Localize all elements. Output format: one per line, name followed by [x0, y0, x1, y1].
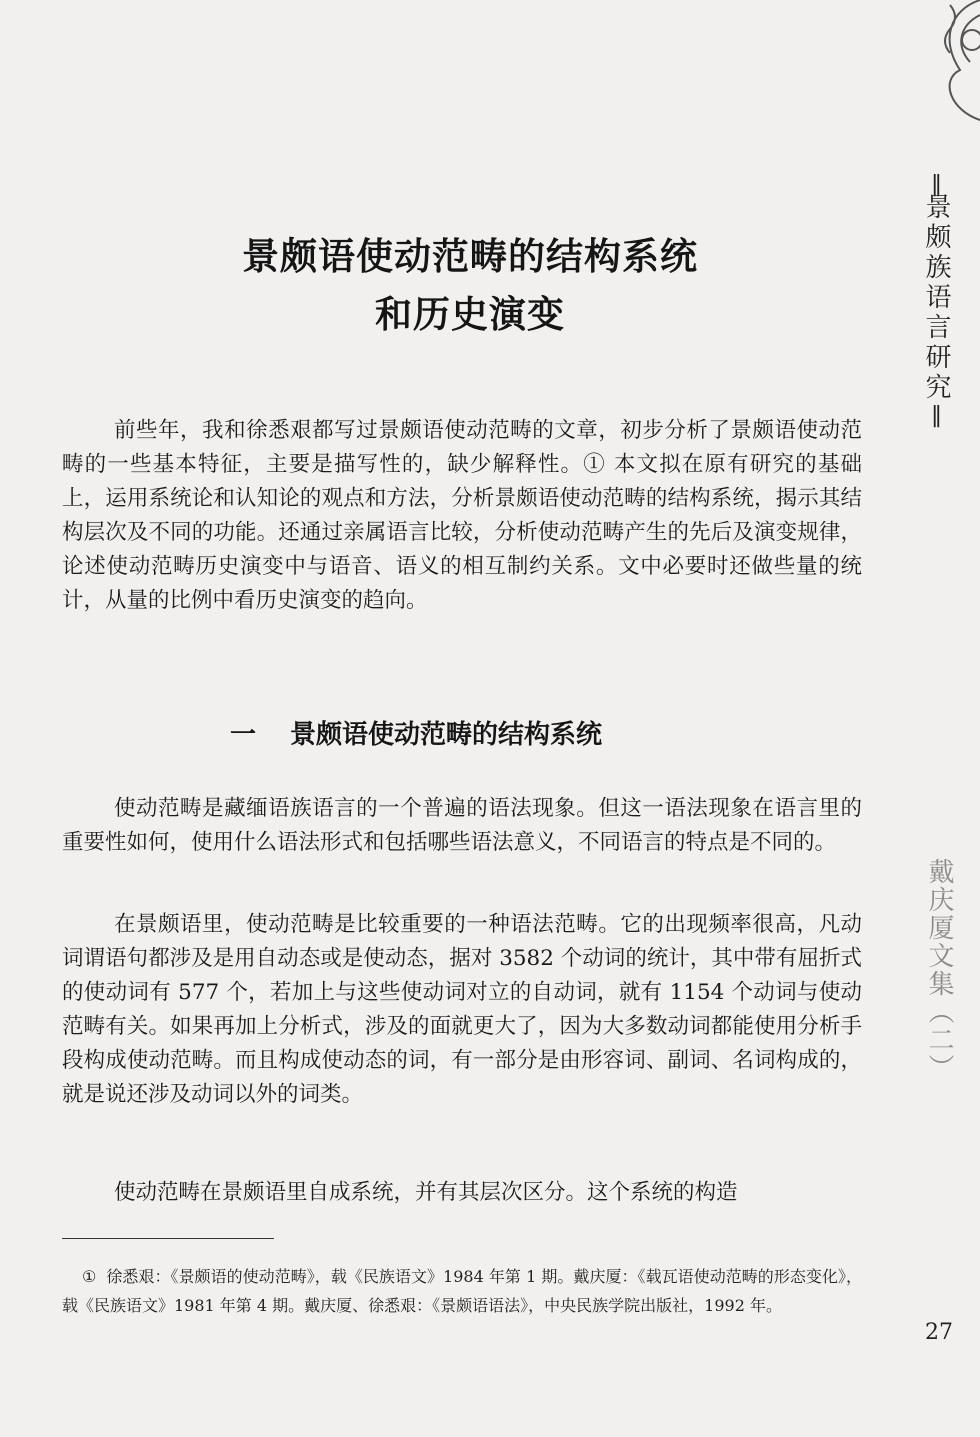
section-number: 一: [230, 720, 257, 750]
ornament-corner-icon: [880, 0, 980, 140]
body-paragraph-2: 在景颇语里，使动范畴是比较重要的一种语法范畴。它的出现频率很高，凡动词谓语句都涉及是用自动态或是使动态，据对 3582 个动词的统计，其中带有屈折式的使动词有 577 个，若加上与这些使动词对立的自动词，就有 1154 个动词与使动范畴有关。如果再加上分析式，涉及的面就更大了，因为大多数动词都能使用分析手段构成使动范畴。而且构成使动态的词，有一部分是由形容词、副词、名词构成的，就是说还涉及动词以外的词类。: [62, 912, 862, 1107]
side-bar-top: ‖: [924, 172, 949, 193]
section-heading: [230, 714, 602, 751]
footnote-text: 徐悉艰：《景颇语的使动范畴》，载《民族语文》1984 年第 1 期。戴庆厦：《载瓦语使动范畴的形态变化》，载《民族语文》1981 年第 4 期。戴庆厦、徐悉艰：《景颇语语法》，中央民族学院出版社，1992 年。: [62, 1267, 862, 1315]
series-side-label: [915, 172, 955, 424]
collection-side-label: 戴庆厦文集（二）: [924, 858, 954, 1082]
page-title-line-2: 和历史演变: [375, 293, 565, 336]
footnote-mark: ①: [82, 1267, 97, 1286]
body-paragraph-3: 使动范畴在景颇语里自成系统，并有其层次区分。这个系统的构造: [114, 1180, 738, 1205]
body-paragraph-1: 使动范畴是藏缅语族语言的一个普遍的语法现象。但这一语法现象在语言里的重要性如何，使用什么语法形式和包括哪些语法意义，不同语言的特点是不同的。: [62, 796, 862, 855]
series-label-text: 景颇族语言研究: [921, 193, 951, 403]
page-number: 27: [925, 1320, 953, 1345]
page-title-line-1: 景颇语使动范畴的结构系统: [242, 235, 698, 278]
footnote: [62, 1262, 862, 1320]
intro-paragraph: 前些年，我和徐悉艰都写过景颇语使动范畴的文章，初步分析了景颇语使动范畴的一些基本特征，主要是描写性的，缺少解释性。① 本文拟在原有研究的基础上，运用系统论和认知论的观点和方法，分析景颇语使动范畴的结构系统，揭示其结构层次及不同的功能。还通过亲属语言比较，分析使动范畴产生的先后及演变规律，论述使动范畴历史演变中与语音、语义的相互制约关系。文中必要时还做些量的统计，从量的比例中看历史演变的趋向。: [62, 418, 862, 613]
side-bar-bottom: ‖: [924, 403, 949, 424]
section-title: 景颇语使动范畴的结构系统: [290, 720, 603, 750]
show-through-texture: [70, 140, 890, 173]
footnote-divider: [62, 1238, 274, 1239]
